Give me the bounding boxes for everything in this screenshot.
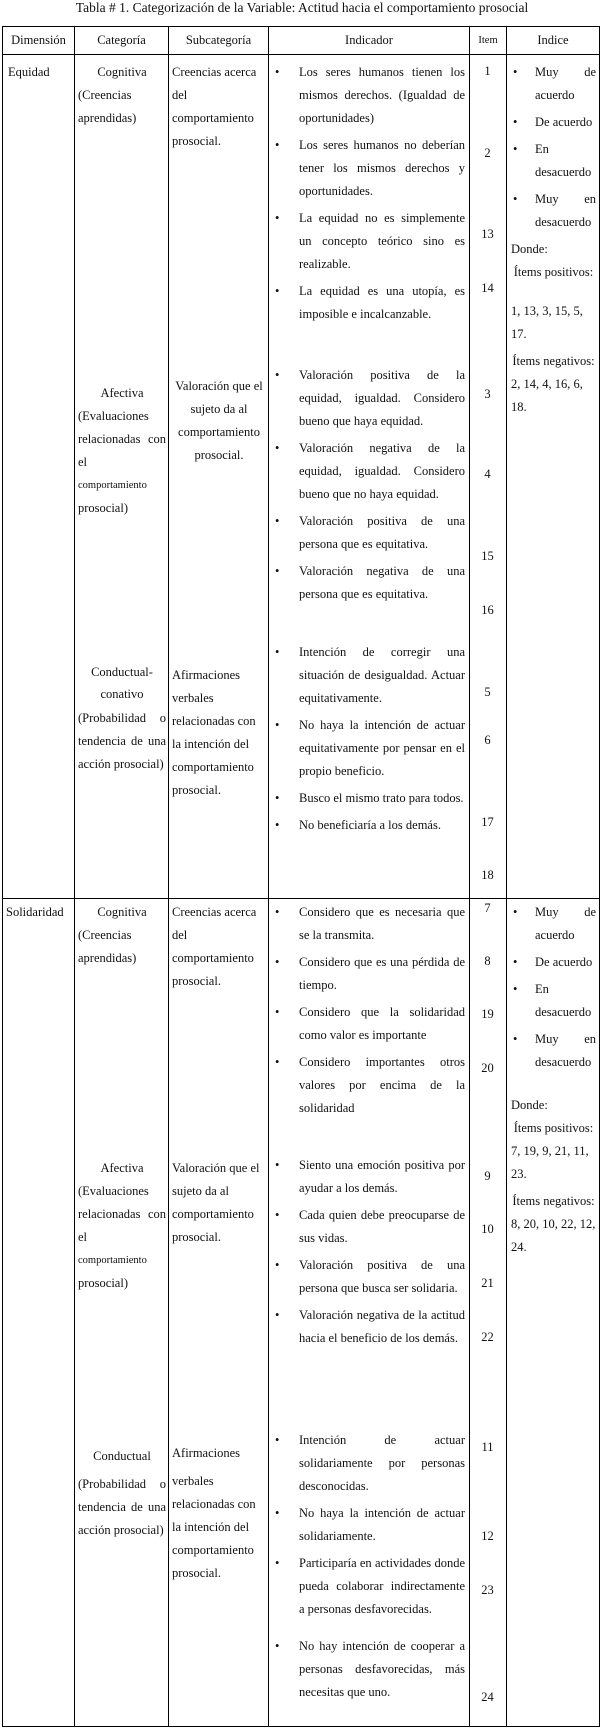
item-number: 20 <box>481 1061 494 1075</box>
option-muy-de-acuerdo: • Muy de acuerdo <box>511 901 596 947</box>
indicadores-conductual-equidad <box>271 641 465 841</box>
categoria-cognitiva-equidad <box>78 61 166 130</box>
indicadores-conductual-solidaridad <box>271 1429 465 1708</box>
categoria-desc: (Creencias aprendidas) <box>78 88 137 125</box>
categoria-desc: prosocial) <box>78 501 128 515</box>
rule-col-6 <box>599 26 600 1727</box>
item-number: 18 <box>481 868 494 882</box>
list-item: • Participaría en actividades donde pueda colaborar indirectamente a personas desfavorecidas. <box>271 1552 465 1621</box>
rule-bottom <box>2 1726 600 1727</box>
positivos-label: Ítems positivos: <box>513 1121 594 1135</box>
item-number: 24 <box>481 1690 494 1704</box>
item-number: 7 <box>484 901 491 915</box>
categoria-label: Cognitiva <box>97 905 147 919</box>
option-muy-en-desacuerdo: • Muy en desacuerdo <box>511 1028 596 1074</box>
negativos-label: Ítems negativos: <box>512 354 595 368</box>
positivos-list: 7, 19, 9, 21, 11, 23. <box>511 1144 589 1181</box>
list-item: • La equidad no es simplemente un concepto teórico sino es realizable. <box>271 207 465 276</box>
positivos-label: Ítems positivos: <box>513 265 594 279</box>
list-item: • Los seres humanos tienen los mismos derechos. (Igualdad de oportunidades) <box>271 61 465 130</box>
subcategoria-cognitiva-equidad: Creencias acerca del comportamiento prosocial. <box>172 65 257 148</box>
indicadores-cognitiva-equidad <box>271 61 465 330</box>
donde-label: Donde: <box>511 1098 548 1112</box>
list-item: • Valoración negativa de la actitud hacia el beneficio de los demás. <box>271 1304 465 1350</box>
subcategoria-afectiva-equidad: Valoración que el sujeto da al comportamiento prosocial. <box>175 379 263 462</box>
item-number: 23 <box>481 1583 494 1597</box>
list-item: • Valoración positiva de una persona que busca ser solidaria. <box>271 1254 465 1300</box>
item-number: 16 <box>481 603 494 617</box>
list-item: • Los seres humanos no deberían tener los mismos derechos y oportunidades. <box>271 134 465 203</box>
item-number: 10 <box>481 1222 494 1236</box>
negativos-label: Ítems negativos: <box>512 1194 595 1208</box>
subcategoria-afectiva-solidaridad: Valoración que el sujeto da al comportamiento prosocial. <box>172 1161 260 1244</box>
subcategoria-line: Afirmaciones <box>172 1446 241 1460</box>
option-en-desacuerdo: • En desacuerdo <box>511 978 596 1024</box>
list-item: • Intención de corregir una situación de desigualdad. Actuar equitativamente. <box>271 641 465 710</box>
rule-section <box>2 898 600 899</box>
categoria-desc: (Probabilidad o tendencia de una acción prosocial) <box>78 1477 166 1537</box>
list-item: • No hay intención de cooperar a personas desfavorecidas, más necesitas que uno. <box>271 1635 465 1704</box>
categoria-label: Afectiva <box>100 1161 144 1175</box>
categoria-desc: comportamiento <box>78 480 147 491</box>
item-number: 9 <box>484 1169 491 1183</box>
categoria-desc: (Evaluaciones relacionadas con el <box>78 409 166 469</box>
categoria-label: Conductual-conativo <box>91 665 153 701</box>
header-item: Item <box>478 35 498 46</box>
item-number: 21 <box>481 1276 494 1290</box>
list-item: • Considero que la solidaridad como valor es importante <box>271 1001 465 1047</box>
indice-solidaridad <box>511 901 596 1259</box>
categoria-afectiva-solidaridad <box>78 1157 166 1295</box>
list-item: • No beneficiaría a los demás. <box>271 814 465 837</box>
categoria-conductual-equidad <box>78 661 166 776</box>
subcategoria-cognitiva-solidaridad: Creencias acerca del comportamiento prosocial. <box>172 905 257 988</box>
item-number: 5 <box>484 685 491 699</box>
list-item: • Valoración negativa de una persona que es equitativa. <box>271 560 465 606</box>
negativos-list: 8, 20, 10, 22, 12, 24. <box>511 1217 596 1254</box>
dimension-solidaridad: Solidaridad <box>6 905 64 919</box>
header-dimension: Dimensión <box>11 33 66 47</box>
item-number: 13 <box>481 227 494 241</box>
rule-col-1 <box>74 26 75 1727</box>
rule-top <box>2 26 600 27</box>
dimension-equidad: Equidad <box>8 65 50 79</box>
item-number: 19 <box>481 1007 494 1021</box>
item-number: 22 <box>481 1330 494 1344</box>
categoria-desc: (Creencias aprendidas) <box>78 928 137 965</box>
categoria-desc: (Probabilidad o tendencia de una acción prosocial) <box>78 711 166 771</box>
subcategoria-conductual-solidaridad <box>172 1442 266 1585</box>
item-number: 3 <box>484 387 491 401</box>
rule-col-5 <box>506 26 507 1727</box>
categoria-desc: comportamiento <box>78 1255 147 1266</box>
item-number: 8 <box>484 954 491 968</box>
list-item: • Considero que es una pérdida de tiempo. <box>271 951 465 997</box>
list-item: • Valoración negativa de la equidad, igualdad. Considero bueno que no haya equidad. <box>271 437 465 506</box>
categoria-desc: prosocial) <box>78 1276 128 1290</box>
option-de-acuerdo: • De acuerdo <box>511 111 596 134</box>
list-item: • Valoración positiva de la equidad, igualdad. Considero bueno que haya equidad. <box>271 364 465 433</box>
header-indice: Indice <box>537 33 569 47</box>
list-item: • La equidad es una utopía, es imposible e incalcanzable. <box>271 280 465 326</box>
negativos-list: 2, 14, 4, 16, 6, 18. <box>511 377 583 414</box>
categoria-cognitiva-solidaridad <box>78 901 166 970</box>
rule-col-2 <box>168 26 169 1727</box>
list-item: • No haya la intención de actuar solidariamente. <box>271 1502 465 1548</box>
list-item: • Valoración positiva de una persona que es equitativa. <box>271 510 465 556</box>
categoria-desc: (Evaluaciones relacionadas con el <box>78 1184 166 1244</box>
list-item: • Intención de actuar solidariamente por personas desconocidas. <box>271 1429 465 1498</box>
option-muy-en-desacuerdo: • Muy en desacuerdo <box>511 188 596 234</box>
indicadores-afectiva-solidaridad <box>271 1154 465 1354</box>
option-de-acuerdo: • De acuerdo <box>511 951 596 974</box>
item-number: 1 <box>484 64 491 78</box>
categoria-afectiva-equidad <box>78 382 166 520</box>
item-number: 17 <box>481 815 494 829</box>
header-indicador: Indicador <box>345 33 393 47</box>
rule-col-0 <box>2 26 3 1727</box>
item-number: 2 <box>484 146 491 160</box>
indicadores-cognitiva-solidaridad <box>271 901 465 1124</box>
categoria-label: Afectiva <box>100 386 144 400</box>
item-number: 15 <box>481 549 494 563</box>
indice-equidad <box>511 61 596 419</box>
item-number: 4 <box>484 467 491 481</box>
list-item: • Siento una emoción positiva por ayudar a los demás. <box>271 1154 465 1200</box>
option-muy-de-acuerdo: • Muy de acuerdo <box>511 61 596 107</box>
list-item: • Cada quien debe preocuparse de sus vidas. <box>271 1204 465 1250</box>
item-number: 11 <box>481 1440 494 1454</box>
subcategoria-conductual-equidad: Afirmaciones verbales relacionadas con la intención del comportamiento prosocial. <box>172 668 256 797</box>
list-item: • No haya la intención de actuar equitativamente por pensar en el propio beneficio. <box>271 714 465 783</box>
option-en-desacuerdo: • En desacuerdo <box>511 138 596 184</box>
positivos-list: 1, 13, 3, 15, 5, 17. <box>511 304 583 341</box>
rule-header <box>2 54 600 55</box>
list-item: • Considero importantes otros valores por encima de la solidaridad <box>271 1051 465 1120</box>
header-subcategoria: Subcategoría <box>185 33 252 47</box>
header-categoria: Categoría <box>97 33 146 47</box>
item-number: 12 <box>481 1529 494 1543</box>
item-number: 14 <box>481 281 494 295</box>
rule-col-3 <box>268 26 269 1727</box>
item-number: 6 <box>484 733 491 747</box>
categoria-conductual-solidaridad <box>78 1445 166 1542</box>
list-item: • Busco el mismo trato para todos. <box>271 787 465 810</box>
subcategoria-line: verbales relacionadas con la intención del comportamiento prosocial. <box>172 1474 256 1580</box>
table-title: Tabla # 1. Categorización de la Variable: Actitud hacia el comportamiento prosocial <box>75 0 529 15</box>
list-item: • Considero que es necesaria que se la transmita. <box>271 901 465 947</box>
categoria-label: Conductual <box>93 1449 151 1463</box>
categoria-label: Cognitiva <box>97 65 147 79</box>
indicadores-afectiva-equidad <box>271 364 465 610</box>
donde-label: Donde: <box>511 242 548 256</box>
